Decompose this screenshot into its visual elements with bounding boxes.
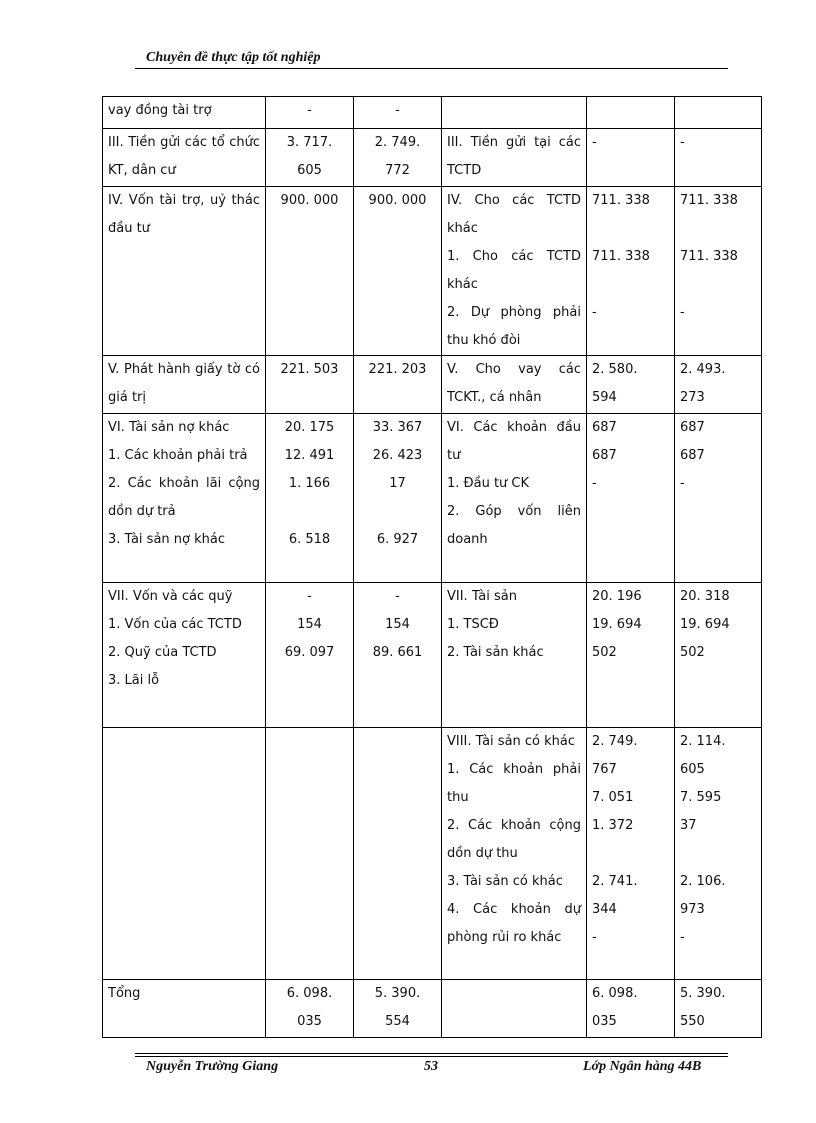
cell-value: 2. 114. 605 7. 595 37 2. 106. 973 - bbox=[675, 728, 762, 980]
cell-liability: III. Tiền gửi các tổ chức KT, dân cư bbox=[103, 129, 266, 187]
cell-value: 900. 000 bbox=[266, 187, 354, 356]
cell-value: - 154 89. 661 bbox=[354, 583, 442, 728]
cell-asset: VIII. Tài sản có khác 1. Các khoản phải thu 2. Các khoản cộng dồn dự thu 3. Tài sản có khác 4. Các khoản dự phòng rủi ro khác bbox=[442, 728, 587, 980]
cell-value: 33. 367 26. 423 17 6. 927 bbox=[354, 414, 442, 583]
cell-value: 2. 749. 767 7. 051 1. 372 2. 741. 344 - bbox=[587, 728, 675, 980]
cell-value: - bbox=[266, 97, 354, 129]
table-row bbox=[103, 980, 762, 1038]
table-row bbox=[103, 187, 762, 356]
cell-asset: V. Cho vay các TCKT., cá nhân bbox=[442, 356, 587, 414]
footer-page-number: 53 bbox=[424, 1059, 438, 1074]
cell-value: 20. 196 19. 694 502 bbox=[587, 583, 675, 728]
cell-liability: VII. Vốn và các quỹ 1. Vốn của các TCTD 2. Quỹ của TCTD 3. Lãi lỗ bbox=[103, 583, 266, 728]
cell-liability: V. Phát hành giấy tờ có giá trị bbox=[103, 356, 266, 414]
footer-author: Nguyễn Trường Giang bbox=[146, 1059, 279, 1074]
footer-rule bbox=[135, 1053, 728, 1054]
cell-asset bbox=[442, 980, 587, 1038]
cell-value: - bbox=[587, 129, 675, 187]
cell-value: 3. 717. 605 bbox=[266, 129, 354, 187]
cell-asset: IV. Cho các TCTD khác 1. Cho các TCTD khác 2. Dự phòng phải thu khó đòi bbox=[442, 187, 587, 356]
cell-value bbox=[675, 97, 762, 129]
cell-liability: VI. Tài sản nợ khác 1. Các khoản phải trả 2. Các khoản lãi cộng dồn dự trả 3. Tài sản nợ khác bbox=[103, 414, 266, 583]
cell-value: - bbox=[354, 97, 442, 129]
cell-value: 5. 390. 554 bbox=[354, 980, 442, 1038]
footer-class: Lớp Ngân hàng 44B bbox=[583, 1059, 702, 1074]
cell-value: 221. 203 bbox=[354, 356, 442, 414]
cell-value: - 154 69. 097 bbox=[266, 583, 354, 728]
cell-value: 6. 098. 035 bbox=[587, 980, 675, 1038]
cell-value: 5. 390. 550 bbox=[675, 980, 762, 1038]
cell-value: 2. 493. 273 bbox=[675, 356, 762, 414]
table-row bbox=[103, 728, 762, 980]
header-rule bbox=[135, 68, 728, 69]
header-title: Chuyên đề thực tập tốt nghiệp bbox=[146, 50, 321, 65]
cell-liability: IV. Vốn tài trợ, uỷ thác đầu tư bbox=[103, 187, 266, 356]
cell-value: 2. 580. 594 bbox=[587, 356, 675, 414]
cell-value: 711. 338 711. 338 - bbox=[675, 187, 762, 356]
footer-rule bbox=[135, 1056, 728, 1057]
cell-value bbox=[266, 728, 354, 980]
table-row bbox=[103, 97, 762, 129]
cell-value bbox=[354, 728, 442, 980]
cell-asset: VII. Tài sản 1. TSCĐ 2. Tài sản khác bbox=[442, 583, 587, 728]
cell-value: 6. 098. 035 bbox=[266, 980, 354, 1038]
cell-total-label: Tổng bbox=[103, 980, 266, 1038]
cell-value: - bbox=[675, 129, 762, 187]
cell-liability: vay đồng tài trợ bbox=[103, 97, 266, 129]
cell-asset: VI. Các khoản đầu tư 1. Đầu tư CK 2. Góp vốn liên doanh bbox=[442, 414, 587, 583]
table-row bbox=[103, 414, 762, 583]
cell-asset: III. Tiền gửi tại các TCTD bbox=[442, 129, 587, 187]
table-row bbox=[103, 583, 762, 728]
balance-sheet-table bbox=[102, 96, 762, 1038]
cell-value: 687 687 - bbox=[587, 414, 675, 583]
table-row bbox=[103, 356, 762, 414]
cell-value: 687 687 - bbox=[675, 414, 762, 583]
cell-value: 20. 318 19. 694 502 bbox=[675, 583, 762, 728]
table-row bbox=[103, 129, 762, 187]
cell-asset bbox=[442, 97, 587, 129]
cell-liability bbox=[103, 728, 266, 980]
cell-value: 900. 000 bbox=[354, 187, 442, 356]
cell-value: 2. 749. 772 bbox=[354, 129, 442, 187]
cell-value: 221. 503 bbox=[266, 356, 354, 414]
cell-value: 711. 338 711. 338 - bbox=[587, 187, 675, 356]
cell-value: 20. 175 12. 491 1. 166 6. 518 bbox=[266, 414, 354, 583]
cell-value bbox=[587, 97, 675, 129]
